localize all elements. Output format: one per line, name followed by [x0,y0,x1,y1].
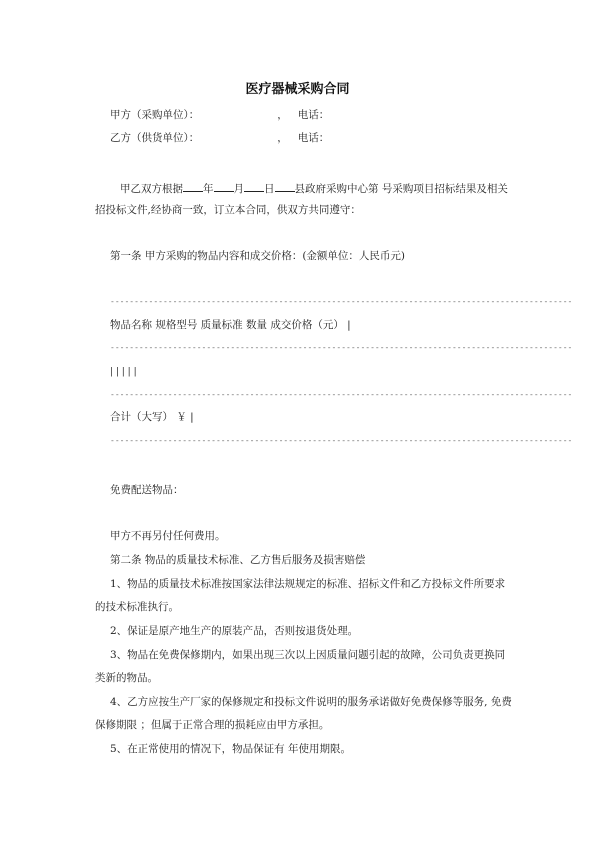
county-blank [275,180,295,192]
party-a-comma: ， [277,109,288,121]
table-row: | | | | | [110,367,137,377]
day-blank [244,180,264,192]
intro-month: 月 [233,183,244,195]
party-a-label: 甲方（采购单位）： [110,109,200,121]
table-separator: ------------------------------------------------------------------------------------------------ [110,436,573,445]
table-header: 物品名称 规格型号 质量标准 数量 成交价格（元） | [110,319,351,331]
intro-year: 年 [203,183,214,195]
intro-text-1: 甲乙双方根据 [120,183,183,195]
intro-day: 日 [264,183,275,195]
year-blank [183,180,203,192]
intro-line-2: 招投标文件,经协商一致，订立本合同，供双方共同遵守： [95,204,361,216]
clause-5: 5、在正常使用的情况下，物品保证有 年使用期限。 [110,743,352,755]
month-blank [214,180,234,192]
article-2-title: 第二条 物品的质量技术标准、乙方售后服务及损害赔偿 [110,554,366,566]
table-separator: ------------------------------------------------------------------------------------------------ [110,343,573,352]
clause-2: 2、保证是原产地生产的原装产品，否则按退货处理。 [110,625,359,637]
clause-4-line-1: 4、乙方应按生产厂家的保修规定和投标文件说明的服务承诺做好免费保修等服务, 免费 [110,696,512,708]
clause-1-line-2: 的技术标准执行。 [95,601,179,613]
party-a-phone-label: 电话： [297,109,330,121]
table-separator: ------------------------------------------------------------------------------------------------ [110,297,573,306]
party-a-line [110,108,329,122]
intro-text-5: 县政府采购中心第 号采购项目招标结果及相关 [294,183,508,195]
intro-line-1 [120,180,508,196]
clause-4-line-2: 保修期限 ；但属于正常合理的损耗应由甲方承担。 [95,719,330,731]
table-separator: ------------------------------------------------------------------------------------------------ [110,390,573,399]
clause-1-line-1: 1、物品的质量技术标准按国家法律法规规定的标准、招标文件和乙方投标文件所要求 [110,578,506,590]
table-total-row: 合计（大写） ￥ | [110,411,194,423]
party-b-line [110,131,329,145]
clause-3-line-2: 类新的物品。 [95,672,158,684]
party-b-label: 乙方（供货单位）： [110,132,200,144]
document-title: 医疗器械采购合同 [245,82,350,97]
party-b-phone-label: 电话： [297,132,330,144]
clause-3-line-1: 3、物品在免费保修期内，如果出现三次以上因质量问题引起的故障，公司负责更换同 [110,649,506,661]
article-1-title: 第一条 甲方采购的物品内容和成交价格：(金额单位：人民币元) [110,250,406,262]
no-extra-fee: 甲方不再另付任何费用。 [110,530,226,542]
free-delivery-label: 免费配送物品： [110,484,184,496]
party-b-comma: ， [277,132,288,144]
